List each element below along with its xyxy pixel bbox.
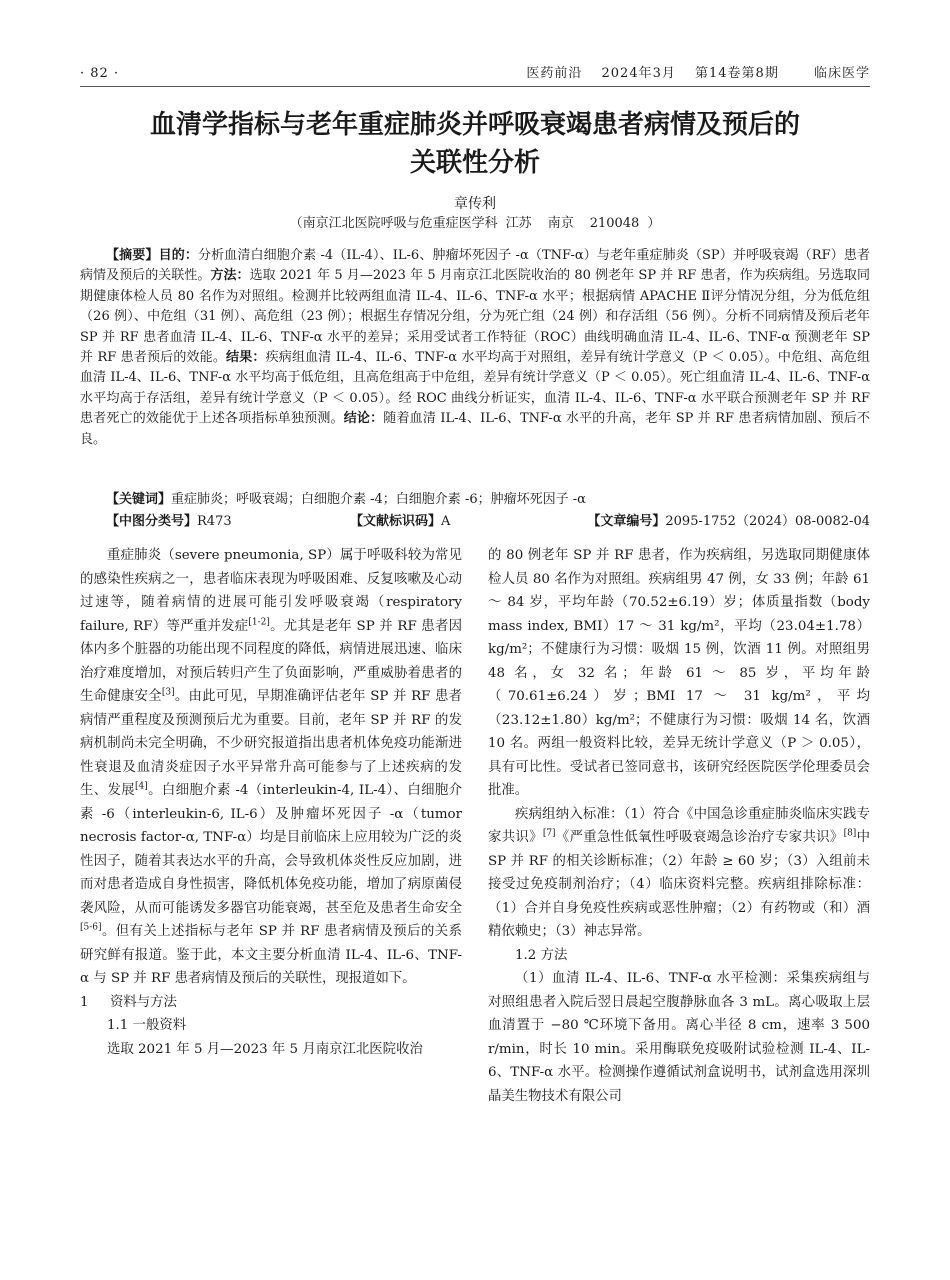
section-heading bbox=[80, 991, 462, 1015]
clc-number bbox=[106, 512, 232, 532]
title-line-1: 血清学指标与老年重症肺炎并呼吸衰竭患者病情及预后的 bbox=[149, 110, 800, 140]
abstract-label: 【摘要】 bbox=[106, 248, 159, 263]
intro-text-5: 。但有关上述指标与老年 SP 并 RF 患者病情及预后的关系研究鲜有报道。鉴于此，本文主要分析血清 IL-4、IL-6、TNF-α 与 SP 并 RF 患者病情及预后的关联性，现报道如下。 bbox=[80, 924, 462, 986]
section-number: 1 bbox=[80, 994, 89, 1010]
citation-ref: [8] bbox=[843, 828, 857, 839]
section-category: 临床医学 bbox=[813, 66, 870, 81]
body-paragraph: 的 80 例老年 SP 并 RF 患者，作为疾病组，另选取同期健康体检人员 80 名作为对照组。疾病组男 47 例，女 33 例；年龄 61 ～ 84 岁，平均年龄（70.52±6.19）岁；体质量指数（body mass index, BMI）17 ～ 31 kg/m²，平均（23.04±1.78）kg/m²；不健康行为习惯：吸烟 15 例，饮酒 11 例。对照组男 48 名，女 32 名；年龄 61 ～ 85 岁，平均年龄（70.61±6.24）岁；BMI 17 ～ 31 kg/m²，平均（23.12±1.80）kg/m²；不健康行为习惯：吸烟 14 名，饮酒 10 名。两组一般资料比较，差异无统计学意义（P ＞ 0.05），具有可比性。受试者已签同意书，该研究经医院医学伦理委员会批准。 bbox=[488, 548, 870, 798]
criteria-text-3: 中 SP 并 RF 的相关诊断标准；（2）年龄 ≥ 60 岁；（3）入组前未接受过免疫制剂治疗；（4）临床资料完整。疾病组排除标准：（1）合并自身免疫性疾病或恶性肿瘤；（2）有药物或（和）酒精依赖史；（3）神志异常。 bbox=[488, 830, 871, 939]
intro-paragraph bbox=[80, 544, 462, 991]
title-line-2: 关联性分析 bbox=[409, 148, 540, 178]
criteria-text-2: 《严重急性低氧性呼吸衰竭急诊治疗专家共识》 bbox=[555, 830, 844, 845]
page-number: · 82 · bbox=[80, 66, 120, 81]
clc-label: 【中图分类号】 bbox=[106, 514, 198, 529]
body-column-right bbox=[488, 544, 870, 1108]
clc-value: R473 bbox=[197, 514, 232, 529]
journal-name: 医药前沿 bbox=[526, 66, 583, 81]
affil-close: ） bbox=[647, 216, 661, 231]
conclusion-label: 结论： bbox=[343, 411, 384, 427]
criteria-paragraph bbox=[488, 803, 870, 944]
objective-text: 分析血清白细胞介素 -4（IL-4）、IL-6、肿瘤坏死因子 -α（TNF-α）与老年重症肺炎（SP）并呼吸衰竭（RF）患者病情及预后的关联性。 bbox=[80, 248, 870, 284]
section-title: 资料与方法 bbox=[110, 994, 177, 1010]
affil-open: （ bbox=[289, 216, 303, 231]
intro-text-2: 。尤其是老年 SP 并 RF 患者因体内多个脏器的功能出现不同程度的降低，病情进展迅速、临床治疗难度增加，对预后转归产生了负面影响，严重威胁着患者的生命健康安全 bbox=[80, 618, 462, 704]
citation-ref: [7] bbox=[542, 828, 556, 839]
keywords-text: 重症肺炎；呼吸衰竭；白细胞介素 -4；白细胞介素 -6；肿瘤坏死因子 -α bbox=[171, 492, 586, 507]
paper-page bbox=[80, 0, 870, 1280]
doc-code-label: 【文献标识码】 bbox=[350, 514, 442, 529]
conclusion-text: 随着血清 IL-4、IL-6、TNF-α 水平的升高，老年 SP 并 RF 患者病情加剧、预后不良。 bbox=[80, 411, 870, 447]
method-text: 选取 2021 年 5 月—2023 年 5 月南京江北医院收治的 80 例老年 SP 并 RF 患者，作为疾病组。另选取同期健康体检人员 80 名作为对照组。检测并比较两组血清 IL-4、IL-6、TNF-α 水平；根据病情 APACHE Ⅱ评分情况分组，分为低危组（26 例）、中危组（31 例）、高危组（23 例）；根据生存情况分组，分为死亡组（24 例）和存活组（56 例）。分析不同病情及预后老年 SP 并 RF 患者血清 IL-4、IL-6、TNF-α 水平的差异；采用受试者工作特征（ROC）曲线明确血清 IL-4、IL-6、TNF-α 预测老年 SP 并 RF 患者预后的效能。 bbox=[80, 268, 870, 366]
classification-line bbox=[106, 512, 870, 532]
citation-ref: [3] bbox=[161, 687, 175, 698]
author-affiliation bbox=[80, 214, 870, 234]
article-number bbox=[587, 512, 870, 532]
issue-date: 2024年3月 bbox=[601, 66, 676, 81]
subsection-heading: 1.2 方法 bbox=[515, 947, 568, 963]
objective-label: 目的： bbox=[158, 248, 198, 263]
affil-postcode: 210048 bbox=[589, 216, 640, 231]
running-header bbox=[80, 62, 870, 87]
result-text: 疾病组血清 IL-4、IL-6、TNF-α 水平均高于对照组，差异有统计学意义（P ＜ 0.05）。中危组、高危组血清 IL-4、IL-6、TNF-α 水平均高于低危组，且高危组高于中危组，差异有统计学意义（P ＜ 0.05）。死亡组血清 IL-4、IL-6、TNF-α 水平均高于存活组，差异有统计学意义（P ＜ 0.05）。经 ROC 曲线分析证实，血清 IL-4、IL-6、TNF-α 水平联合预测老年 SP 并 RF 患者死亡的效能优于上述各项指标单独预测。 bbox=[80, 350, 870, 427]
citation-ref: [4] bbox=[135, 781, 148, 792]
criteria-text-1: 疾病组纳入标准：（1）符合《中国急诊重症肺炎临床实践专家共识》 bbox=[488, 806, 870, 845]
intro-text-1: 重症肺炎（severe pneumonia, SP）属于呼吸科较为常见的感染性疾病之一，患者临床表现为呼吸困难、反复咳嗽及心动过速等，随着病情的进展可能引发呼吸衰竭（respiratory failure, RF）等严重并发症 bbox=[80, 548, 462, 634]
method-label: 方法： bbox=[210, 268, 250, 284]
citation-ref: [5-6] bbox=[80, 922, 102, 933]
intro-text-4: 。白细胞介素 -4（interleukin-4, IL-4）、白细胞介素 -6（interleukin-6, IL-6）及肿瘤坏死因子 -α（tumor necrosis factor-α, TNF-α）均是目前临床上应用较为广泛的炎性因子，随着其表达水平的升高，会导致机体炎性反应加剧，进而对患者造成自身性损害，降低机体免疫功能，增加了病原菌侵袭风险，从而可能诱发多器官功能衰竭，甚至危及患者生命安全 bbox=[80, 783, 462, 916]
doc-code-value: A bbox=[441, 514, 451, 529]
keywords bbox=[106, 490, 870, 510]
intro-text-3: 。由此可见，早期准确评估老年 SP 并 RF 患者病情严重程度及预测预后尤为重要。目前，老年 SP 并 RF 的发病机制尚未完全明确，不少研究报道指出患者机体免疫功能渐进性衰退及血清炎症因子水平异常升高可能参与了上述疾病的发生、发展 bbox=[80, 689, 462, 798]
body-column-left bbox=[80, 544, 462, 1061]
result-label: 结果： bbox=[226, 350, 266, 366]
article-number-label: 【文章编号】 bbox=[587, 514, 666, 529]
article-number-value: 2095-1752（2024）08-0082-04 bbox=[665, 514, 870, 529]
affil-org: 南京江北医院呼吸与危重症医学科 bbox=[302, 216, 498, 231]
author-name: 章传利 bbox=[454, 196, 496, 212]
citation-ref: [1-2] bbox=[248, 617, 270, 628]
article-title bbox=[80, 106, 870, 182]
keywords-label: 【关键词】 bbox=[106, 492, 172, 507]
volume-issue: 第14卷第8期 bbox=[695, 66, 779, 81]
document-code bbox=[350, 512, 450, 532]
abstract bbox=[80, 246, 870, 450]
body-paragraph: 选取 2021 年 5 月—2023 年 5 月南京江北医院收治 bbox=[107, 1041, 423, 1057]
affil-province: 江苏 bbox=[505, 216, 532, 231]
subsection-heading: 1.1 一般资料 bbox=[107, 1018, 187, 1033]
body-paragraph: （1）血清 IL-4、IL-6、TNF-α 水平检测：采集疾病组与对照组患者入院后翌日晨起空腹静脉血各 3 mL。离心吸取上层血清置于 −80 ℃环境下备用。离心半径 8 cm，速率 3 500 r/min，时长 10 min。采用酶联免疫吸附试验检测 IL-4、IL-6、TNF-α 水平。检测操作遵循试剂盒说明书，试剂盒选用深圳晶美生物技术有限公司 bbox=[488, 971, 870, 1104]
journal-info bbox=[512, 62, 870, 86]
affil-city: 南京 bbox=[547, 216, 574, 231]
